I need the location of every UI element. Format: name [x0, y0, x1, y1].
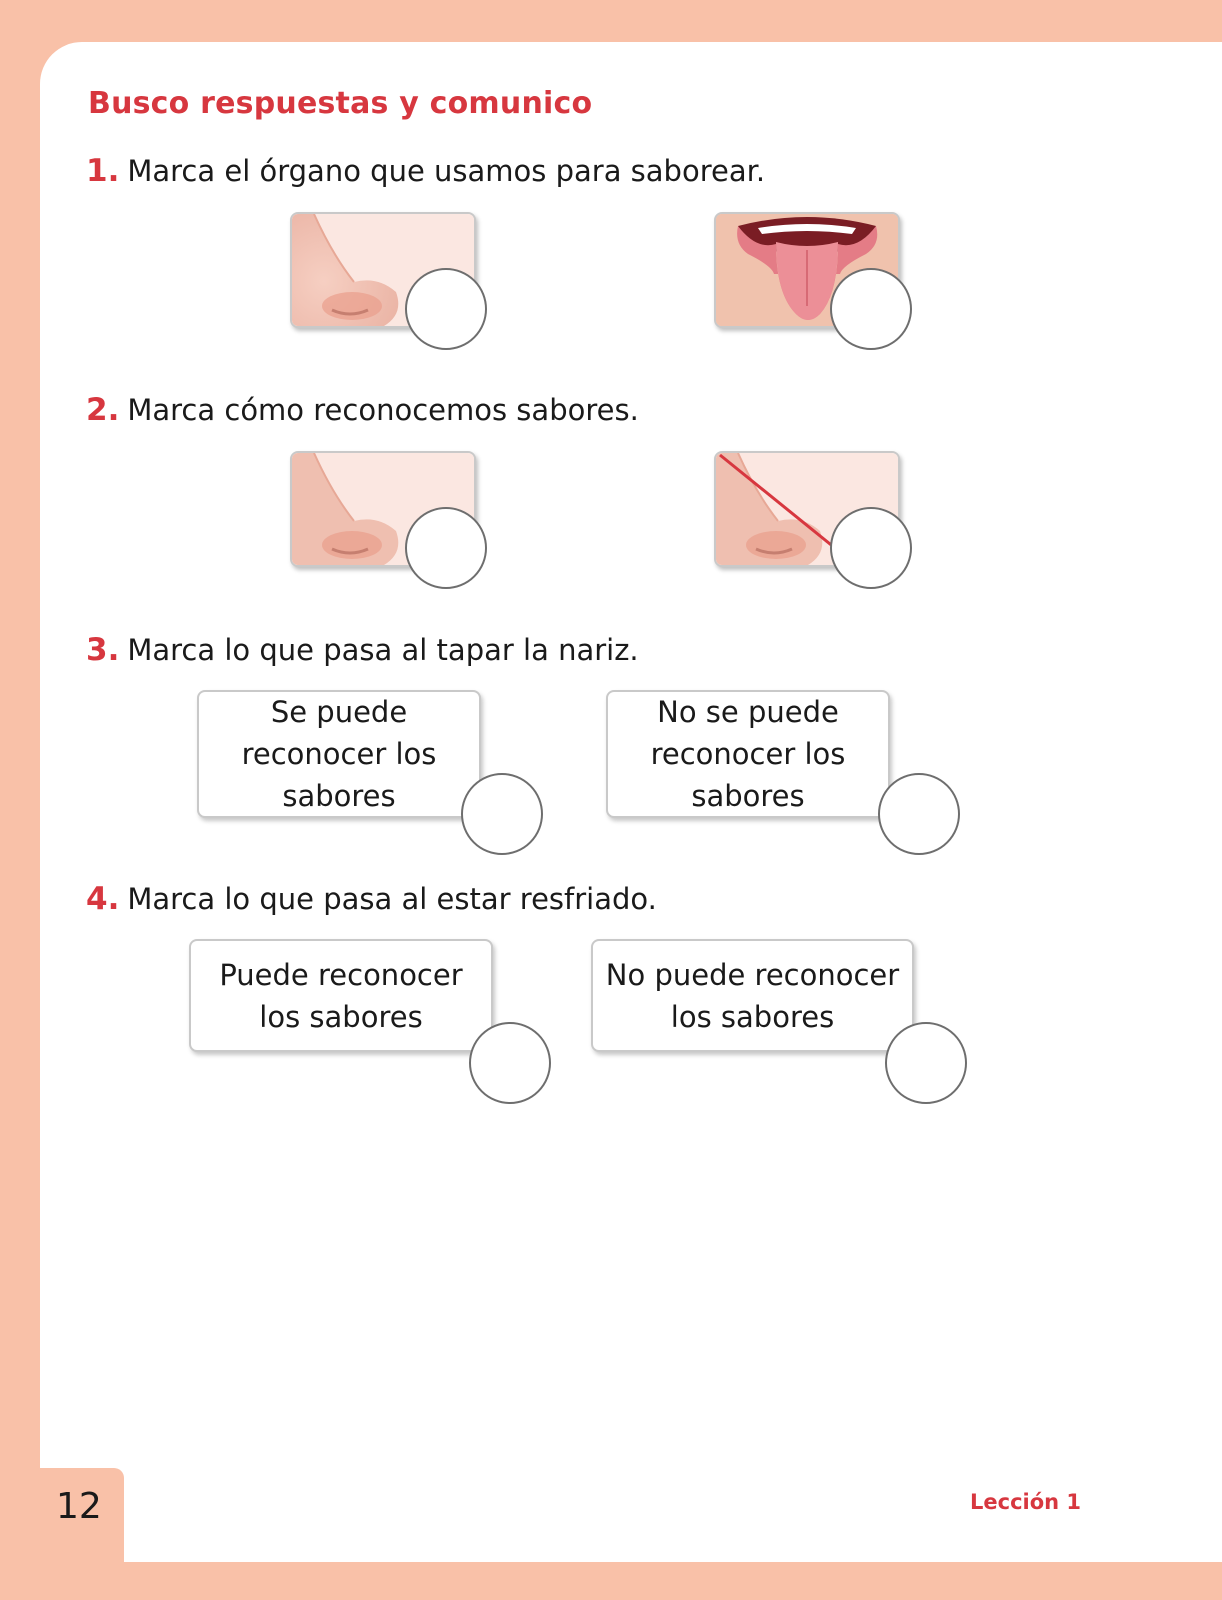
answer-circle-option[interactable] [469, 1022, 551, 1104]
answer-circle-tongue[interactable] [830, 268, 912, 350]
question-text: Marca cómo reconocemos sabores. [127, 393, 639, 427]
question-4 [86, 881, 657, 917]
option-text: Puede reconocer los sabores [219, 957, 463, 1034]
question-number: 1. [86, 153, 120, 189]
answer-circle-option[interactable] [885, 1022, 967, 1104]
answer-circle-option[interactable] [878, 773, 960, 855]
question-text: Marca lo que pasa al tapar la nariz. [127, 633, 639, 667]
option-text: No puede reconocer los sabores [605, 957, 900, 1034]
option-card [606, 690, 890, 818]
answer-circle-nose[interactable] [405, 507, 487, 589]
lesson-label: Lección 1 [970, 1490, 1082, 1514]
option-card [189, 939, 493, 1052]
question-2 [86, 392, 639, 428]
page-number: 12 [56, 1486, 102, 1527]
option-card [591, 939, 914, 1052]
question-1 [86, 153, 765, 189]
option-card [197, 690, 481, 818]
answer-circle-nose[interactable] [405, 268, 487, 350]
question-number: 4. [86, 881, 120, 917]
section-title: Busco respuestas y comunico [88, 86, 593, 121]
answer-circle-option[interactable] [461, 773, 543, 855]
question-3 [86, 632, 639, 668]
answer-circle-crossed-nose[interactable] [830, 507, 912, 589]
question-text: Marca el órgano que usamos para saborear. [127, 154, 766, 188]
question-number: 3. [86, 632, 120, 668]
option-text: Se puede reconocer los sabores [241, 695, 437, 813]
question-number: 2. [86, 392, 120, 428]
option-text: No se puede reconocer los sabores [650, 695, 846, 813]
question-text: Marca lo que pasa al estar resfriado. [127, 882, 657, 916]
